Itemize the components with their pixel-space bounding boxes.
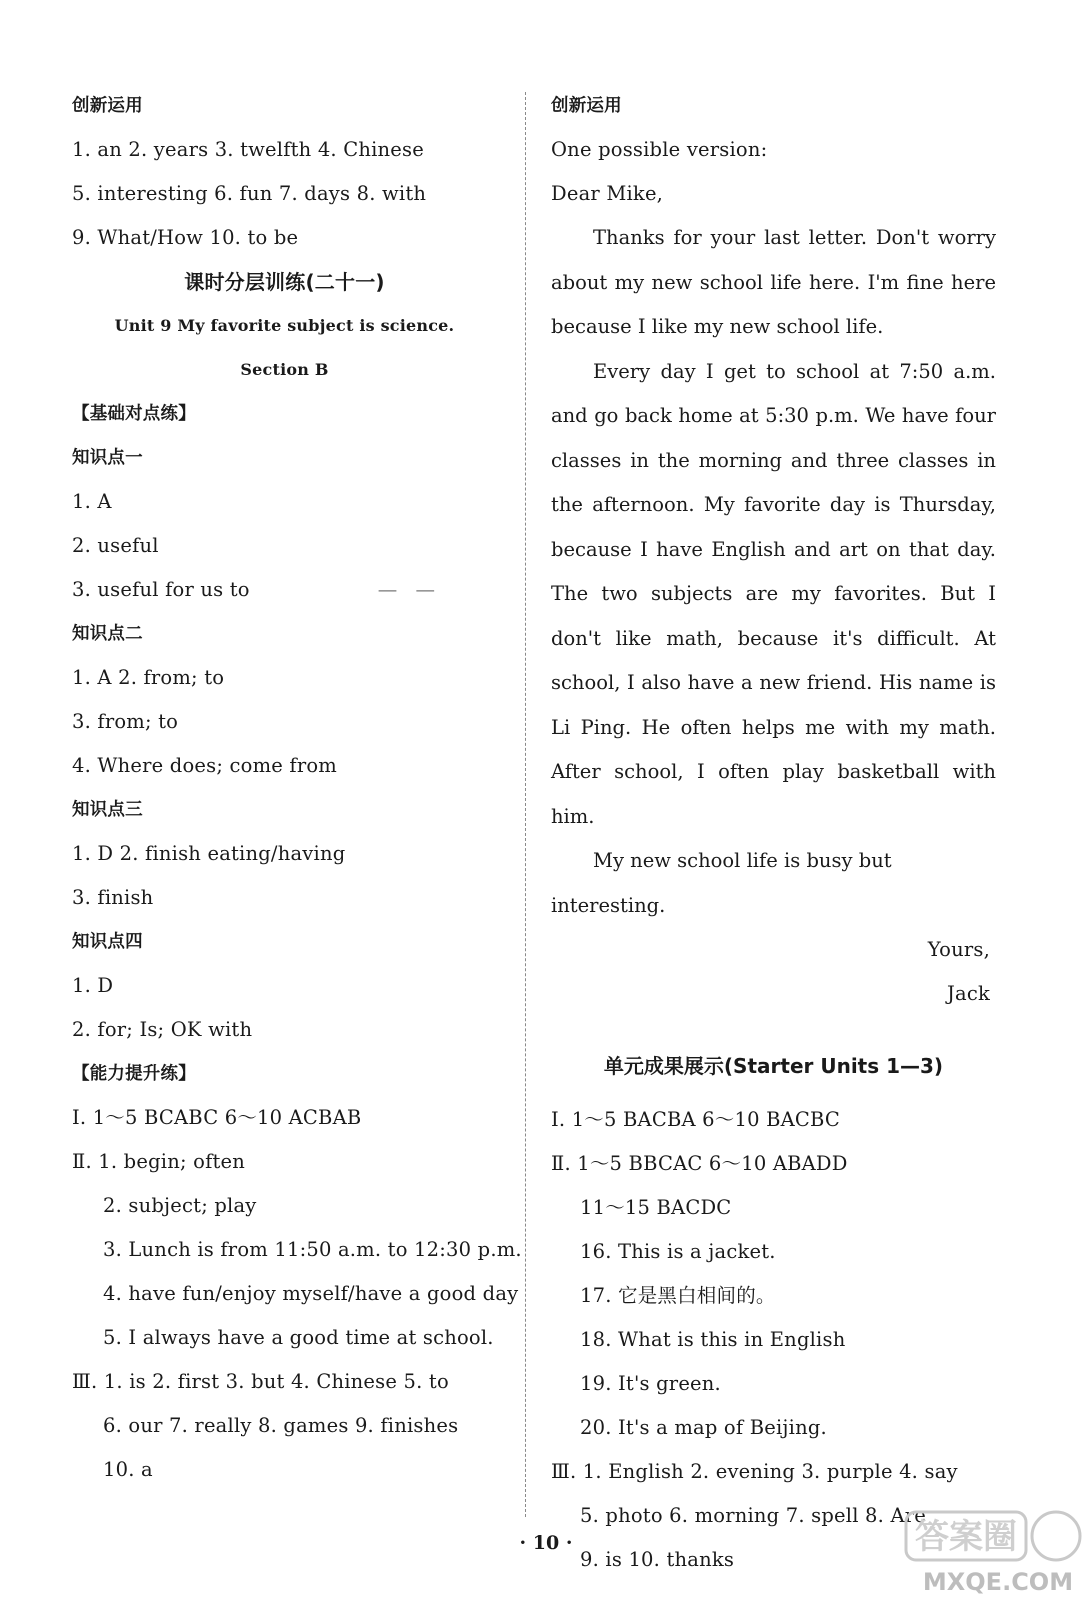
knowledge-point-3: 知识点三 (72, 800, 143, 820)
answer-line: 2. subject; play (103, 1194, 257, 1217)
answer-line: 4. have fun/enjoy myself/have a good day (103, 1282, 519, 1305)
answer-line: 9. is 10. thanks (580, 1548, 735, 1571)
answer-line: 3. finish (72, 886, 154, 909)
watermark-logo-text: 答案圈 (915, 1517, 1017, 1557)
blank-dashes: — — (377, 578, 441, 601)
answer-line: 1. A (72, 490, 112, 513)
lesson-title: 课时分层训练(二十一) (184, 270, 385, 294)
watermark-logo-icon (898, 1502, 1088, 1598)
answer-line: 16. This is a jacket. (580, 1240, 776, 1263)
section-title: Section B (240, 360, 329, 379)
answer-line: Ⅲ. 1. English 2. evening 3. purple 4. say (551, 1460, 958, 1483)
answer-line: 5. interesting 6. fun 7. days 8. with (72, 182, 427, 205)
answer-line: 18. What is this in English (580, 1328, 846, 1351)
answer-line: 5. I always have a good time at school. (103, 1326, 494, 1349)
answer-line: Ⅰ. 1～5 BCABC 6～10 ACBAB (72, 1106, 362, 1129)
column-divider (525, 92, 526, 1517)
answer-line: 2. useful (72, 534, 159, 557)
answer-line: 19. It's green. (580, 1372, 721, 1395)
unit-title: Unit 9 My favorite subject is science. (114, 316, 455, 335)
letter-paragraph: Thanks for your last letter. Don't worry about my new school life here. I'm fine here because I like my new school life. (551, 226, 996, 338)
unit-result-title: 单元成果展示(Starter Units 1—3) (603, 1054, 944, 1078)
answer-line: 6. our 7. really 8. games 9. finishes (103, 1414, 459, 1437)
answer-line: Ⅱ. 1～5 BBCAC 6～10 ABADD (551, 1152, 848, 1175)
section-heading-chuangxin: 创新运用 (551, 96, 622, 116)
answer-line: Ⅱ. 1. begin; often (72, 1150, 246, 1173)
knowledge-point-4: 知识点四 (72, 932, 143, 952)
answer-text: 3. useful for us to (72, 578, 250, 601)
answer-line: Ⅲ. 1. is 2. first 3. but 4. Chinese 5. to (72, 1370, 449, 1393)
answer-line (72, 568, 497, 612)
letter-paragraph: My new school life is busy but interesting. (551, 849, 892, 917)
knowledge-point-2: 知识点二 (72, 624, 143, 644)
answer-line: 1. D 2. finish eating/having (72, 842, 346, 865)
left-column (72, 84, 522, 1492)
answer-line: 1. an 2. years 3. twelfth 4. Chinese (72, 138, 424, 161)
answer-line: 5. photo 6. morning 7. spell 8. Are (580, 1504, 927, 1527)
letter-closing: Yours, (927, 938, 990, 961)
answer-line: 9. What/How 10. to be (72, 226, 299, 249)
answer-line: 3. from; to (72, 710, 179, 733)
answer-line: 4. Where does; come from (72, 754, 338, 777)
answer-line: 11～15 BACDC (580, 1196, 732, 1219)
letter-salutation: Dear Mike, (551, 182, 664, 205)
answer-line: 1. A 2. from; to (72, 666, 225, 689)
answer-line: 20. It's a map of Beijing. (580, 1416, 827, 1439)
answer-line: 1. D (72, 974, 114, 997)
knowledge-point-1: 知识点一 (72, 448, 143, 468)
answer-line: 10. a (103, 1458, 153, 1481)
right-column (551, 84, 996, 1582)
answer-line: 17. 它是黑白相间的。 (580, 1284, 776, 1307)
letter-signature: Jack (947, 982, 990, 1005)
version-label: One possible version: (551, 138, 768, 161)
basic-practice-heading: 【基础对点练】 (72, 404, 196, 424)
section-heading-chuangxin: 创新运用 (72, 96, 143, 116)
ability-practice-heading: 【能力提升练】 (72, 1064, 196, 1084)
answer-line: Ⅰ. 1～5 BACBA 6～10 BACBC (551, 1108, 841, 1131)
letter-paragraph: Every day I get to school at 7:50 a.m. and go back home at 5:30 p.m. We have four classes in the morning and three classes in the afternoon. My favorite day is Thursday, because I have English and art on that day. The two subjects are my favorites. But I don't like math, because it's difficult. At school, I also have a new friend. His name is Li Ping. He often helps me with my math. After school, I often play basketball with him. (551, 359, 996, 828)
answer-line: 2. for; Is; OK with (72, 1018, 253, 1041)
page-number: · 10 · (519, 1532, 573, 1554)
answer-line: 3. Lunch is from 11:50 a.m. to 12:30 p.m. (103, 1238, 522, 1261)
watermark-url: MXQE.COM (922, 1568, 1074, 1596)
